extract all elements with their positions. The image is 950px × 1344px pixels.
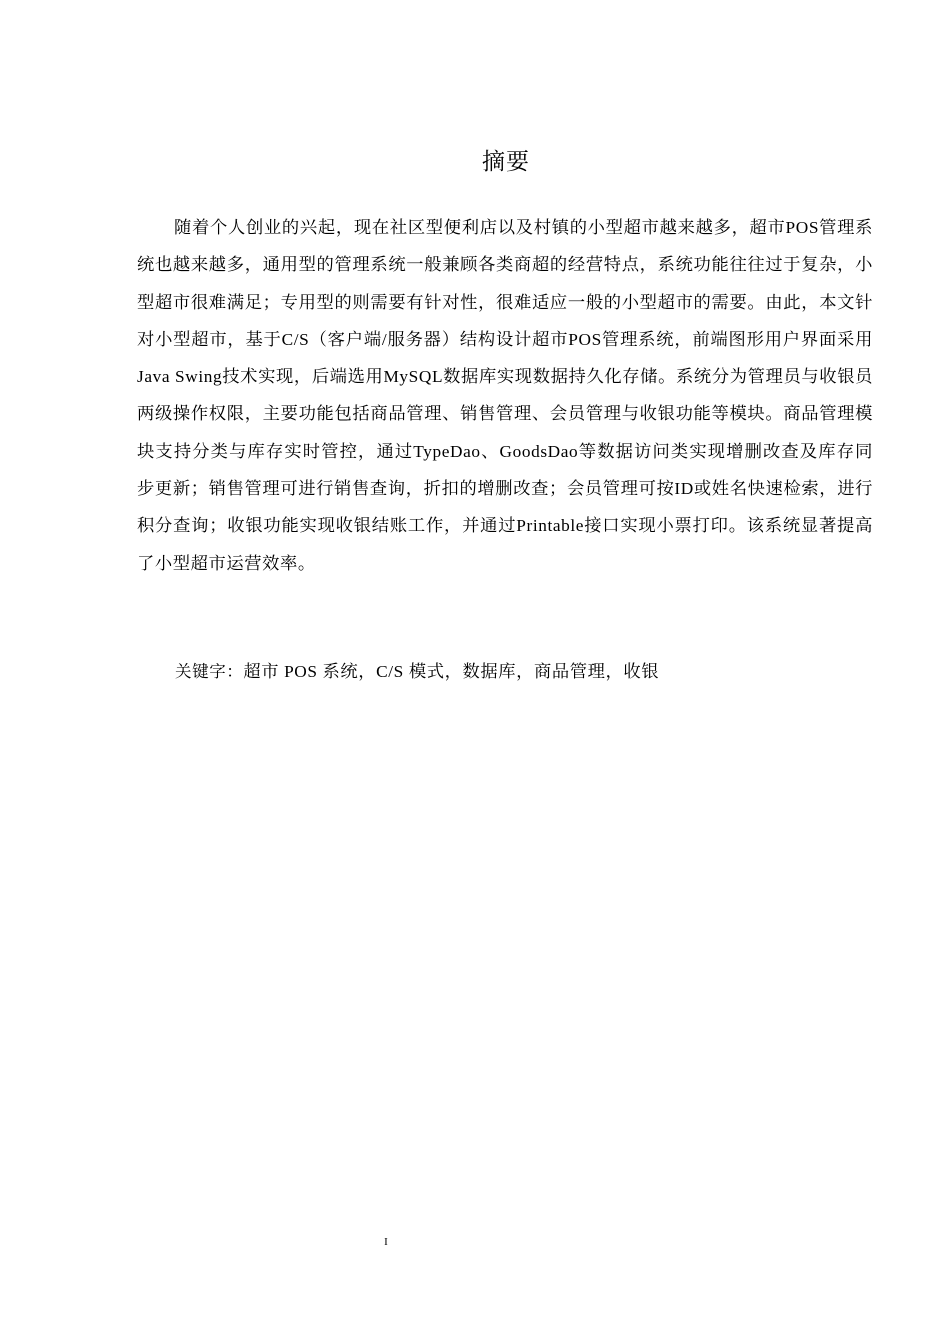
keywords-line [175, 653, 875, 690]
keywords-text: 超市 POS 系统，C/S 模式，数据库，商品管理，收银 [243, 662, 660, 681]
page-number: I [384, 1236, 388, 1248]
keywords-label: 关键字： [175, 662, 244, 681]
abstract-title: 摘要 [482, 149, 530, 175]
abstract-paragraph: 随着个人创业的兴起，现在社区型便利店以及村镇的小型超市越来越多，超市POS管理系统也越来越多，通用型的管理系统一般兼顾各类商超的经营特点，系统功能往往过于复杂，小型超市很难满足；专用型的则需要有针对性，很难适应一般的小型超市的需要。由此，本文针对小型超市，基于C/S（客户端/服务器）结构设计超市POS管理系统，前端图形用户界面采用Java Swing技术实现，后端选用MySQL数据库实现数据持久化存储。系统分为管理员与收银员两级操作权限，主要功能包括商品管理、销售管理、会员管理与收银功能等模块。商品管理模块支持分类与库存实时管控，通过TypeDao、GoodsDao等数据访问类实现增删改查及库存同步更新；销售管理可进行销售查询，折扣的增删改查；会员管理可按ID或姓名快速检索，进行积分查询；收银功能实现收银结账工作，并通过Printable接口实现小票打印。该系统显著提高了小型超市运营效率。 [137, 218, 873, 573]
